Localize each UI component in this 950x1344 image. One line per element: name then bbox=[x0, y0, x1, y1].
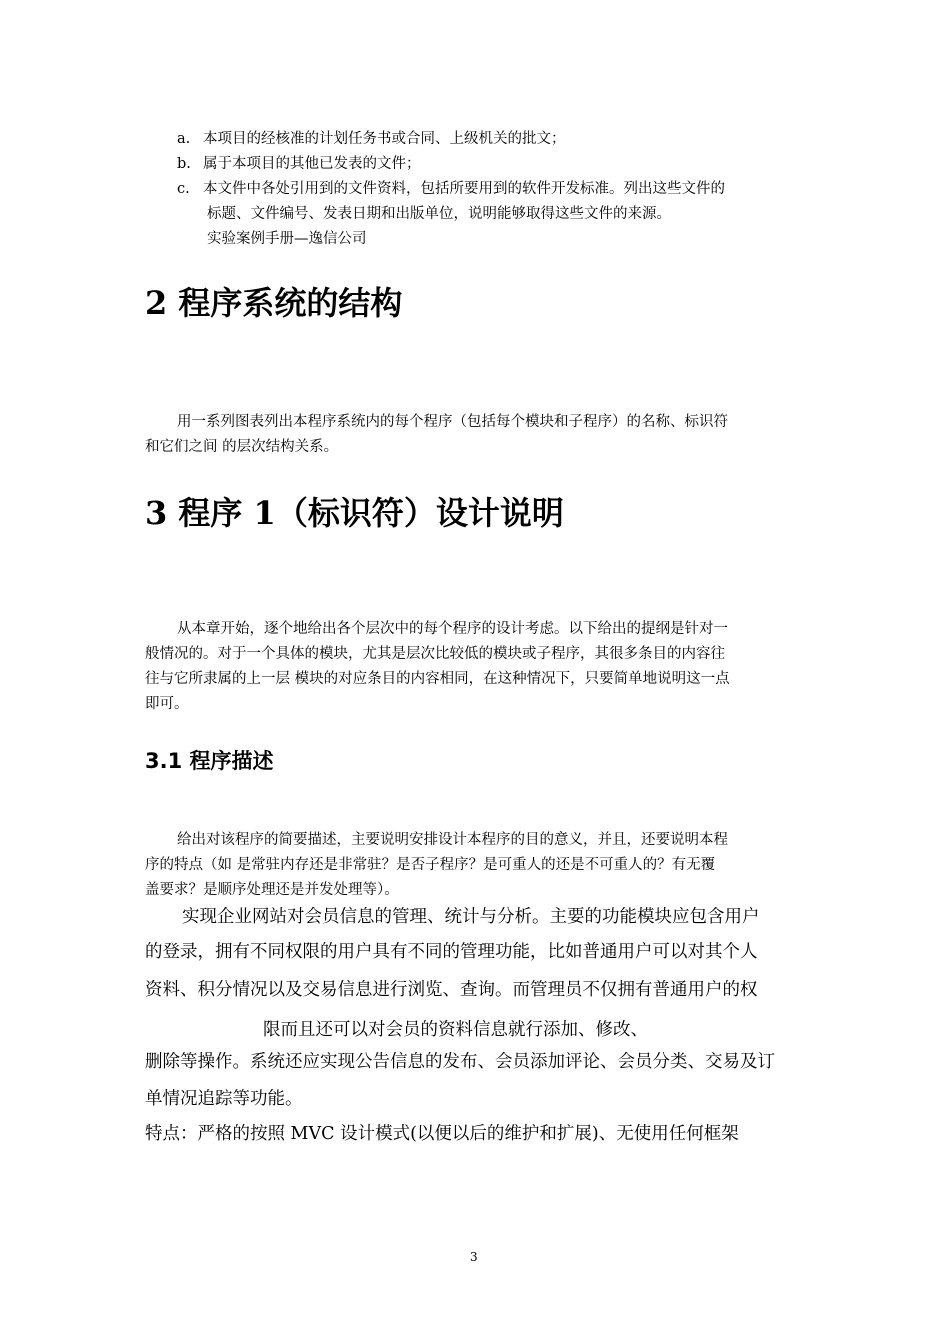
paragraph-line: 给出对该程序的简要描述，主要说明安排设计本程序的目的意义，并且，还要说明本程 bbox=[177, 832, 728, 848]
paragraph-line: 用一系列图表列出本程序系统内的每个程序（包括每个模块和子程序）的名称、标识符 bbox=[177, 414, 728, 430]
list-marker: a. bbox=[177, 131, 191, 147]
features-line: 特点：严格的按照 MVC 设计模式(以便以后的维护和扩展)、无使用任何框架 bbox=[145, 1124, 739, 1144]
reference-item-a bbox=[177, 127, 566, 148]
list-marker: b. bbox=[177, 156, 191, 172]
reference-item-c bbox=[177, 177, 725, 198]
page-number: 3 bbox=[470, 1250, 478, 1264]
reference-text: 本项目的经核准的计划任务书或合同、上级机关的批文； bbox=[203, 131, 566, 147]
reference-text-continued: 标题、文件编号、发表日期和出版单位，说明能够取得这些文件的来源。 bbox=[207, 206, 671, 222]
section-3-1-heading: 3.1 程序描述 bbox=[145, 749, 274, 773]
paragraph-line: 即可。 bbox=[145, 696, 189, 712]
paragraph-line: 和它们之间 的层次结构关系。 bbox=[145, 439, 339, 455]
paragraph-line: 盖要求？是顺序处理还是并发处理等）。 bbox=[145, 882, 399, 898]
description-line: 的登录，拥有不同权限的用户具有不同的管理功能，比如普通用户可以对其个人 bbox=[145, 942, 758, 962]
reference-note: 实验案例手册—逸信公司 bbox=[207, 231, 367, 247]
description-line: 限而且还可以对会员的资料信息就行添加、修改、 bbox=[263, 1020, 648, 1040]
paragraph-line: 往与它所隶属的上一层 模块的对应条目的内容相同，在这种情况下，只要简单地说明这一点 bbox=[145, 671, 730, 687]
section-2-heading: 2 程序系统的结构 bbox=[145, 284, 403, 322]
reference-item-b bbox=[177, 152, 421, 173]
section-3-heading: 3 程序 1（标识符）设计说明 bbox=[145, 494, 564, 532]
description-line: 资料、积分情况以及交易信息进行浏览、查询。而管理员不仅拥有普通用户的权 bbox=[145, 980, 758, 1000]
paragraph-line: 从本章开始，逐个地给出各个层次中的每个程序的设计考虑。以下给出的提纲是针对一 bbox=[177, 621, 728, 637]
paragraph-line: 序的特点（如 是常驻内存还是非常驻？是否子程序？是可重人的还是不可重人的？有无覆 bbox=[145, 857, 716, 873]
description-line: 实现企业网站对会员信息的管理、统计与分析。主要的功能模块应包含用户 bbox=[182, 907, 760, 927]
reference-text: 本文件中各处引用到的文件资料，包括所要用到的软件开发标准。列出这些文件的 bbox=[203, 181, 725, 197]
paragraph-line: 般情况的。对于一个具体的模块，尤其是层次比较低的模块或子程序，其很多条目的内容往 bbox=[145, 646, 725, 662]
description-line: 删除等操作。系统还应实现公告信息的发布、会员添加评论、会员分类、交易及订 bbox=[145, 1052, 775, 1072]
list-marker: c. bbox=[177, 181, 190, 197]
reference-text: 属于本项目的其他已发表的文件； bbox=[203, 156, 421, 172]
description-line: 单情况追踪等功能。 bbox=[145, 1089, 303, 1109]
